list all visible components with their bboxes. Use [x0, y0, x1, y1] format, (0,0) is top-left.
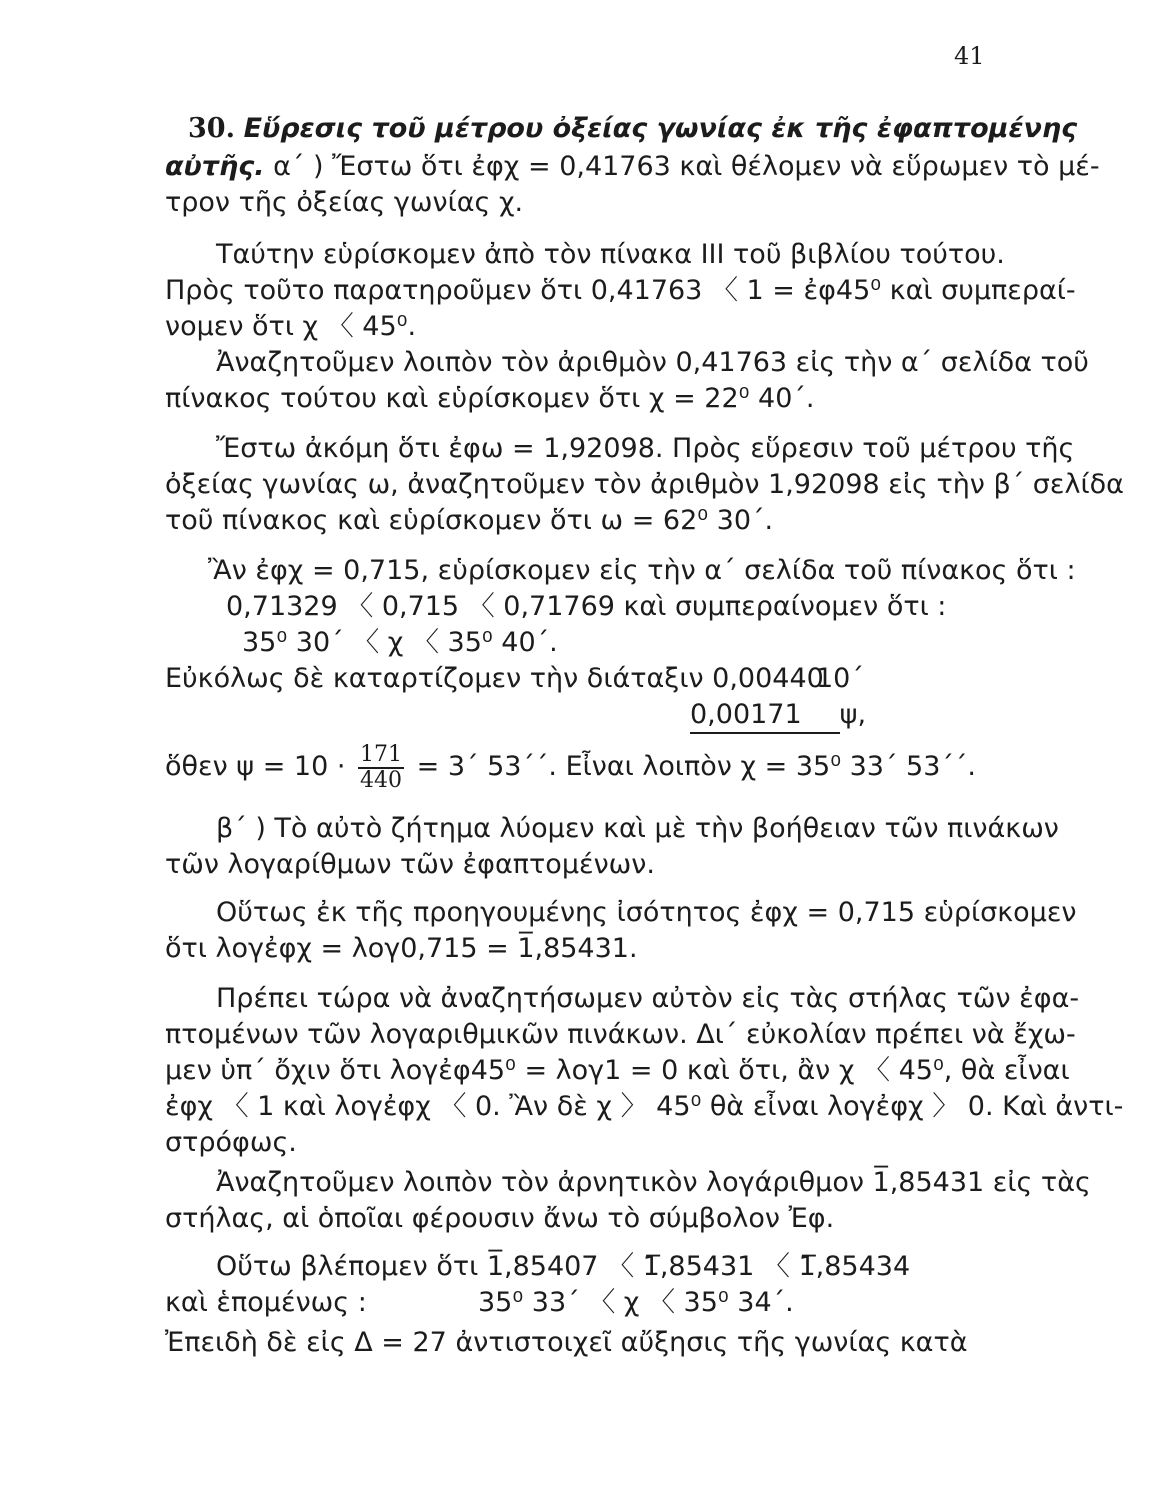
- text-line: στήλας, αἱ ὁποῖαι φέρουσιν ἄνω τὸ σύμβολον Ἐφ.: [165, 1203, 835, 1234]
- text-line: Ἔστω ἀκόμη ὅτι ἐφω = 1,92098. Πρὸς εὕρεσιν τοῦ μέτρου τῆς: [216, 433, 1075, 464]
- text-line: Οὕτω βλέπομεν ὅτι 1̅,85407 〈 1̅,85431 〈 1̅,85434: [216, 1251, 911, 1282]
- text-line: Πρὸς τοῦτο παρατηροῦμεν ὅτι 0,41763 〈 1 = ἐφ45⁰ καὶ συμπεραί-: [165, 275, 1076, 306]
- text-line: πίνακος τούτου καὶ εὑρίσκομεν ὅτι χ = 22⁰ 40΄.: [165, 383, 815, 414]
- text-line: β΄ ) Τὸ αὐτὸ ζήτημα λύομεν καὶ μὲ τὴν βοήθειαν τῶν πινάκων: [216, 813, 1059, 844]
- text-line: νομεν ὅτι χ 〈 45⁰.: [165, 311, 417, 342]
- section-number: 30.: [188, 113, 235, 144]
- text-fragment: ψ,: [839, 699, 867, 730]
- section-heading: [188, 112, 1077, 146]
- text-line: 0,71329 〈 0,715 〈 0,71769 καὶ συμπεραίνομεν ὅτι :: [226, 591, 947, 622]
- text-line: Ταύτην εὑρίσκομεν ἀπὸ τὸν πίνακα ΙΙΙ τοῦ βιβλίου τούτου.: [216, 239, 1005, 270]
- section-title: Εὕρεσις τοῦ μέτρου ὀξείας γωνίας ἐκ τῆς ἐφαπτομένης: [243, 113, 1078, 144]
- text-line: μεν ὑπ΄ ὄχιν ὅτι λογἐφ45⁰ = λογ1 = 0 καὶ ὅτι, ἂν χ 〈 45⁰, θὰ εἶναι: [165, 1055, 1070, 1086]
- formula-line: [165, 742, 976, 793]
- text-line: καὶ ἑπομένως :: [165, 1287, 367, 1318]
- text-line: Ἐπειδὴ δὲ εἰς Δ = 27 ἀντιστοιχεῖ αὔξησις τῆς γωνίας κατὰ: [165, 1327, 968, 1358]
- underlined-fragment: [690, 698, 866, 732]
- text-line: τῶν λογαρίθμων τῶν ἐφαπτομένων.: [165, 849, 655, 880]
- text-fragment: 10΄: [816, 663, 864, 694]
- fraction-denominator: 440: [360, 767, 403, 793]
- text-line: [165, 150, 1100, 184]
- text-line: ἐφχ 〈 1 καὶ λογἐφχ 〈 0. Ἂν δὲ χ 〉 45⁰ θὰ εἶναι λογἐφχ 〉 0. Καὶ ἀντι-: [165, 1091, 1124, 1122]
- text-line: Ἀναζητοῦμεν λοιπὸν τὸν ἀρνητικὸν λογάριθμον 1̅,85431 εἰς τὰς: [216, 1167, 1091, 1198]
- text-fragment: = 3΄ 53΄΄. Εἶναι λοιπὸν χ = 35⁰ 33΄ 53΄΄.: [416, 751, 976, 782]
- text-line: Πρέπει τώρα νὰ ἀναζητήσωμεν αὐτὸν εἰς τὰς στήλας τῶν ἐφα-: [216, 983, 1080, 1014]
- section-title-end: αὐτῆς.: [165, 151, 265, 182]
- text-line: τρον τῆς ὀξείας γωνίας χ.: [165, 187, 524, 218]
- text-fragment: 35⁰ 33΄ 〈 χ 〈 35⁰ 34΄.: [478, 1287, 794, 1318]
- text-line: ὅτι λογἐφχ = λογ0,715 = 1̅,85431.: [165, 933, 638, 964]
- text-line: στρόφως.: [165, 1127, 297, 1158]
- text-line: Οὕτως ἐκ τῆς προηγουμένης ἰσότητος ἐφχ = 0,715 εὑρίσκομεν: [216, 897, 1077, 928]
- fraction-numerator: 171: [360, 741, 403, 767]
- underlined-values: [690, 699, 840, 734]
- text-line: 35⁰ 30΄ 〈 χ 〈 35⁰ 40΄.: [242, 627, 558, 658]
- text-line: ὀξείας γωνίας ω, ἀναζητοῦμεν τὸν ἀριθμὸν 1,92098 εἰς τὴν β΄ σελίδα: [165, 469, 1124, 500]
- text-line: πτομένων τῶν λογαριθμικῶν πινάκων. Δι΄ εὐκολίαν πρέπει νὰ ἔχω-: [165, 1019, 1076, 1050]
- text-line: Εὐκόλως δὲ καταρτίζομεν τὴν διάταξιν 0,00440: [165, 663, 824, 694]
- text-line: Ἂν ἐφχ = 0,715, εὑρίσκομεν εἰς τὴν α΄ σελίδα τοῦ πίνακος ὅτι :: [208, 555, 1076, 586]
- text-fragment: ὅθεν ψ = 10 ·: [165, 751, 346, 782]
- text-line: τοῦ πίνακος καὶ εὑρίσκομεν ὅτι ω = 62⁰ 30΄.: [165, 505, 774, 536]
- text-fragment: 0,00171: [690, 699, 802, 730]
- text-fragment: α΄ ) Ἔστω ὅτι ἐφχ = 0,41763 καὶ θέλομεν νὰ εὕρωμεν τὸ μέ-: [273, 151, 1100, 182]
- page-number: 41: [954, 42, 985, 70]
- text-line: Ἀναζητοῦμεν λοιπὸν τὸν ἀριθμὸν 0,41763 εἰς τὴν α΄ σελίδα τοῦ: [216, 347, 1089, 378]
- fraction: [358, 743, 404, 793]
